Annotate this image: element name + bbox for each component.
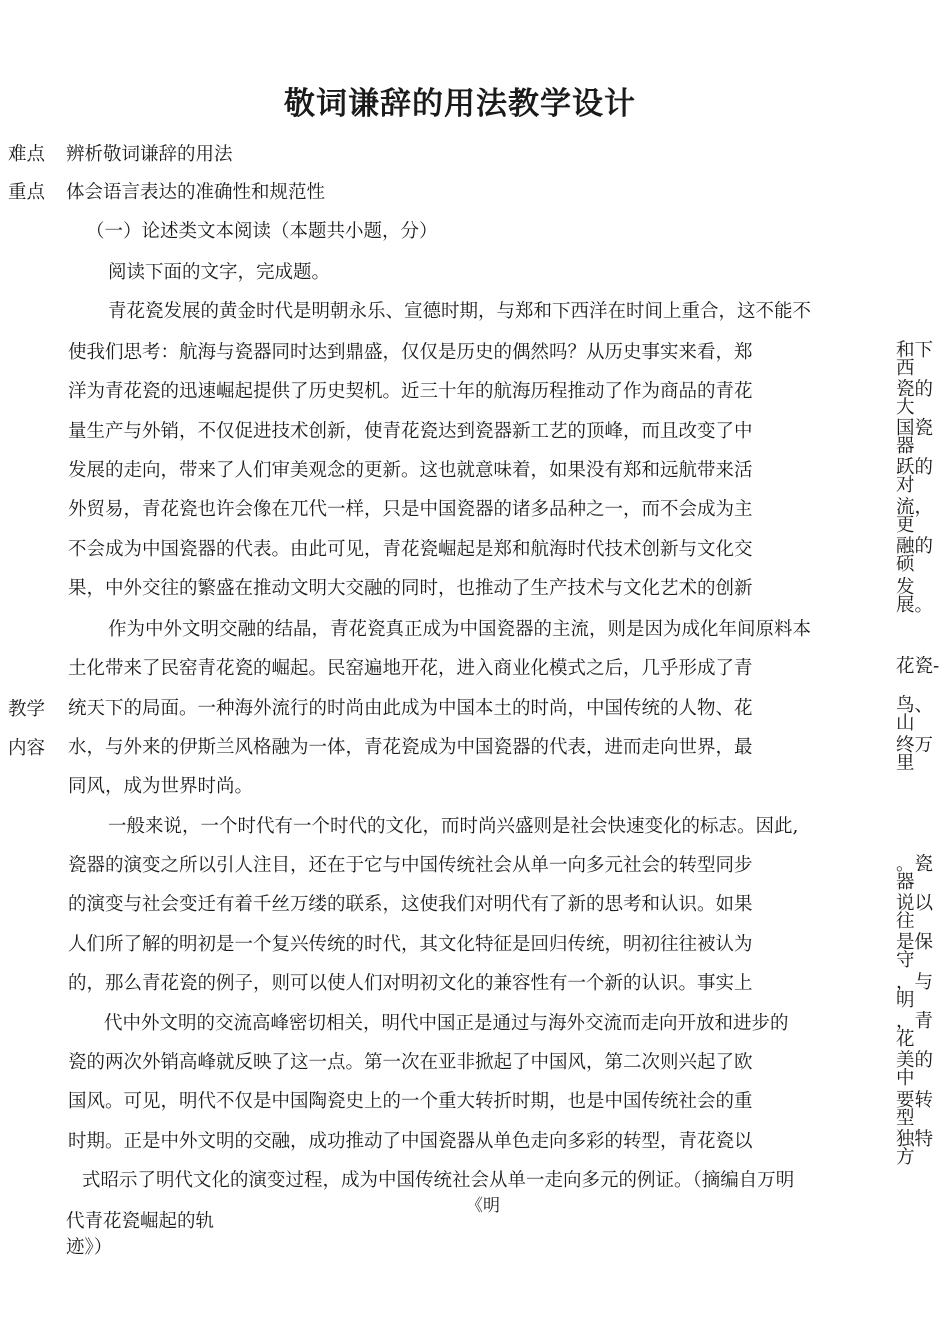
row-text-difficulty: 辨析敬词谦辞的用法 [66,144,233,165]
content-label-line2: 内容 [8,738,46,759]
margin-fragment: ，青花 [896,1011,934,1050]
margin-fragment: 跃的对 [896,457,934,496]
margin-fragment: 花瓷- [896,656,940,677]
citation-fragment: 代青花瓷崛起的轨 [66,1211,215,1232]
row-text-focus: 体会语言表达的准确性和规范性 [66,182,326,203]
body-line: 一般来说，一个时代有一个时代的文化，而时尚兴盛则是社会快速变化的标志。因此, [108,816,799,837]
citation-fragment: 迹》） [66,1237,113,1258]
margin-fragment: 国瓷器 [896,418,934,457]
body-line: 使我们思考：航海与瓷器同时达到鼎盛，仅仅是历史的偶然吗？从历史事实来看，郑 [68,342,753,363]
body-line: 发展的走向，带来了人们审美观念的更新。这也就意味着，如果没有郑和远航带来活 [68,460,753,481]
body-line: 国风。可见，明代不仅是中国陶瓷史上的一个重大转折时期，也是中国传统社会的重 [68,1091,753,1112]
row-label-difficulty: 难点 [8,144,46,165]
body-line: 水，与外来的伊斯兰风格融为一体，青花瓷成为中国瓷器的代表，进而走向世界，最 [68,737,753,758]
margin-fragment: 要转型 [896,1090,934,1129]
body-line: 外贸易，青花瓷也许会像在兀代一样，只是中国瓷器的诸多品种之一，而不会成为主 [68,499,753,520]
row-label-focus: 重点 [8,182,46,203]
page-title: 敬词谦辞的用法教学设计 [284,86,636,122]
body-line: 代中外文明的交流高峰密切相关，明代中国正是通过与海外交流而走向开放和进步的 [104,1013,789,1034]
margin-fragment: 发展。 [896,577,934,616]
body-line: 土化带来了民窑青花瓷的崛起。民窑遍地开花，进入商业化模式之后，几乎形成了青 [68,658,753,679]
body-line: 人们所了解的明初是一个复兴传统的时代，其文化特征是回归传统，明初往往被认为 [68,934,753,955]
body-line: 的演变与社会变迁有着千丝万缕的联系，这使我们对明代有了新的思考和认识。如果 [68,894,753,915]
instruction-text: 阅读下面的文字，完成题。 [108,262,331,283]
margin-fragment: 说以往 [896,893,934,932]
body-line: 洋为青花瓷的迅速崛起提供了历史契机。近三十年的航海历程推动了作为商品的青花 [68,381,753,402]
citation-fragment: 《明 [466,1196,500,1216]
margin-fragment: 。瓷器 [896,854,934,893]
body-line: 不会成为中国瓷器的代表。由此可见，青花瓷崛起是郑和航海时代技术创新与文化交 [68,539,753,560]
margin-fragment: 流，更 [896,497,934,536]
body-line: 时期。正是中外文明的交融，成功推动了中国瓷器从单色走向多彩的转型，青花瓷以 [68,1131,753,1152]
body-line: 的，那么青花瓷的例子，则可以使人们对明初文化的兼容性有一个新的认识。事实上 [68,973,753,994]
body-line: 瓷的两次外销高峰就反映了这一点。第一次在亚非掀起了中国风，第二次则兴起了欧 [68,1052,753,1073]
body-line: 青花瓷发展的黄金时代是明朝永乐、宣德时期，与郑和下西洋在时间上重合，这不能不 [108,301,812,322]
margin-fragment: 鸟、山 [896,695,934,734]
margin-fragment: 独特方 [896,1129,934,1168]
margin-fragment: 是保守 [896,932,934,971]
margin-fragment: 和下西 [896,340,934,379]
content-label-line1: 教学 [8,699,46,720]
body-line: 式昭示了明代文化的演变过程，成为中国传统社会从单一走向多元的例证。（摘编自万明 [82,1170,795,1191]
body-line: 作为中外文明交融的结晶，青花瓷真正成为中国瓷器的主流，则是因为成化年间原料本 [108,619,812,640]
margin-fragment: 终万里 [896,735,934,774]
margin-fragment: 融的硕 [896,536,934,575]
body-line: 瓷器的演变之所以引人注目，还在于它与中国传统社会从单一向多元社会的转型同步 [68,855,753,876]
section-heading: （一）论述类文本阅读（本题共小题，分） [86,221,438,242]
margin-fragment: 美的中 [896,1050,934,1089]
body-line: 同风，成为世界时尚。 [68,776,254,797]
margin-fragment: ，与明 [896,972,934,1011]
margin-fragment: 瓷的大 [896,379,934,418]
body-line: 量生产与外销，不仅促进技术创新，使青花瓷达到瓷器新工艺的顶峰，而且改变了中 [68,421,753,442]
body-line: 果，中外交往的繁盛在推动文明大交融的同时，也推动了生产技术与文化艺术的创新 [68,578,753,599]
body-line: 统天下的局面。一种海外流行的时尚由此成为中国本土的时尚，中国传统的人物、花 [68,698,753,719]
